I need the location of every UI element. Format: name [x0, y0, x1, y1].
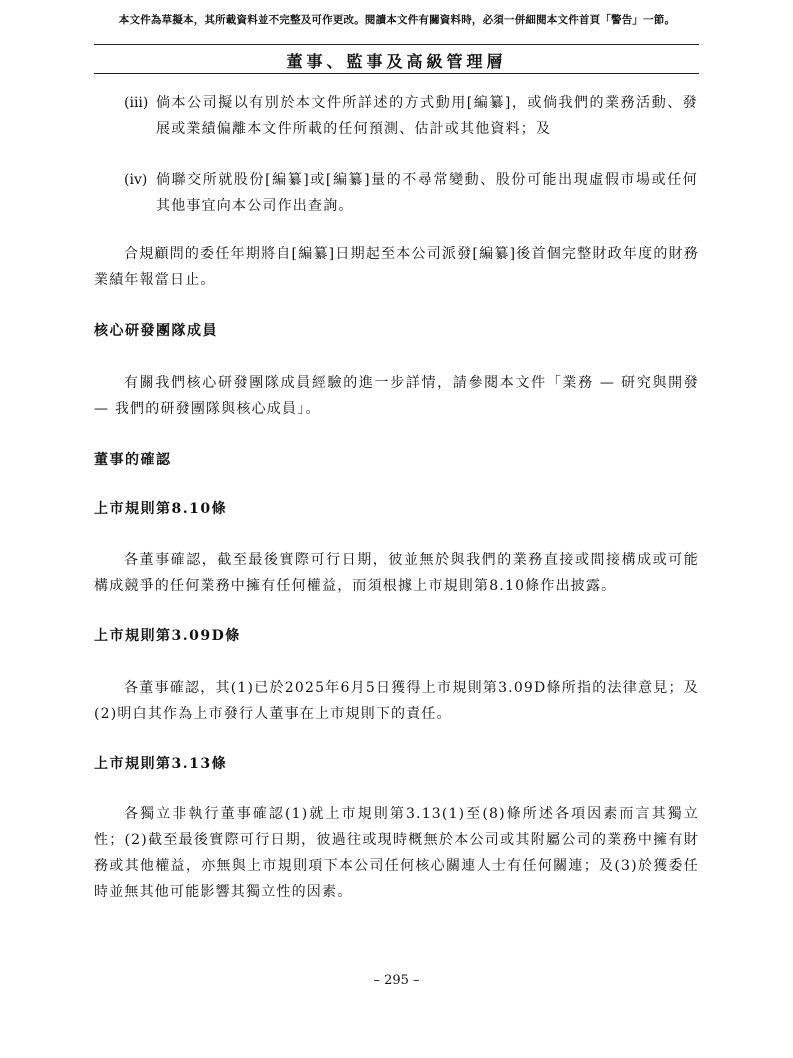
- header-rule-top: [94, 44, 699, 45]
- list-item-marker: (iv): [124, 172, 148, 188]
- paragraph-rule-313: 各獨立非執行董事確認(1)就上市規則第3.13(1)至(8)條所述各項因素而言其獨立性；(2)截至最後實際可行日期，彼過往或現時概無於本公司或其附屬公司的業務中擁有財務或其他權益，亦無與上市規則項下本公司任何核心關連人士有任何關連；及(3)於獲委任時並無其他可能影響其獨立性的因素。: [94, 806, 699, 900]
- section-title: 董事、監事及高級管理層: [286, 52, 507, 71]
- header-rule-bottom: [94, 73, 699, 74]
- page-number: – 295 –: [373, 973, 420, 988]
- paragraph-rd-intro: 有關我們核心研發團隊成員經驗的進一步詳情，請參閱本文件「業務 — 研究與開發 — 我們的研發團隊與核心成員」。: [94, 375, 699, 417]
- heading-rule-313: 上市規則第3.13條: [94, 756, 228, 772]
- paragraph-rule-810: 各董事確認，截至最後實際可行日期，彼並無於與我們的業務直接或間接構成或可能構成競爭的任何業務中擁有任何權益，而須根據上市規則第8.10條作出披露。: [94, 552, 699, 594]
- heading-rule-309d: 上市規則第3.09D條: [94, 628, 241, 644]
- heading-confirmation: 董事的確認: [94, 452, 172, 468]
- list-item-text: 倘本公司擬以有別於本文件所詳述的方式動用[編纂]，或倘我們的業務活動、發展或業績偏離本文件所載的任何預測、估計或其他資料；及: [156, 95, 698, 137]
- paragraph-rule-309d: 各董事確認，其(1)已於2025年6月5日獲得上市規則第3.09D條所指的法律意見；及(2)明白其作為上市發行人董事在上市規則下的責任。: [94, 680, 699, 722]
- list-item-marker: (iii): [124, 95, 149, 111]
- header-disclaimer: 本文件為草擬本，其所載資料並不完整及可作更改。閱讀本文件有關資料時，必須一併細閱本文件首頁「警告」一節。: [118, 14, 676, 26]
- list-item-text: 倘聯交所就股份[編纂]或[編纂]量的不尋常變動、股份可能出現虛假市場或任何其他事宜向本公司作出查詢。: [156, 172, 698, 214]
- paragraph-term: 合規顧問的委任年期將自[編纂]日期起至本公司派發[編纂]後首個完整財政年度的財務業績年報當日止。: [94, 246, 699, 288]
- heading-rd-team: 核心研發團隊成員: [94, 323, 218, 339]
- heading-rule-810: 上市規則第8.10條: [94, 501, 228, 517]
